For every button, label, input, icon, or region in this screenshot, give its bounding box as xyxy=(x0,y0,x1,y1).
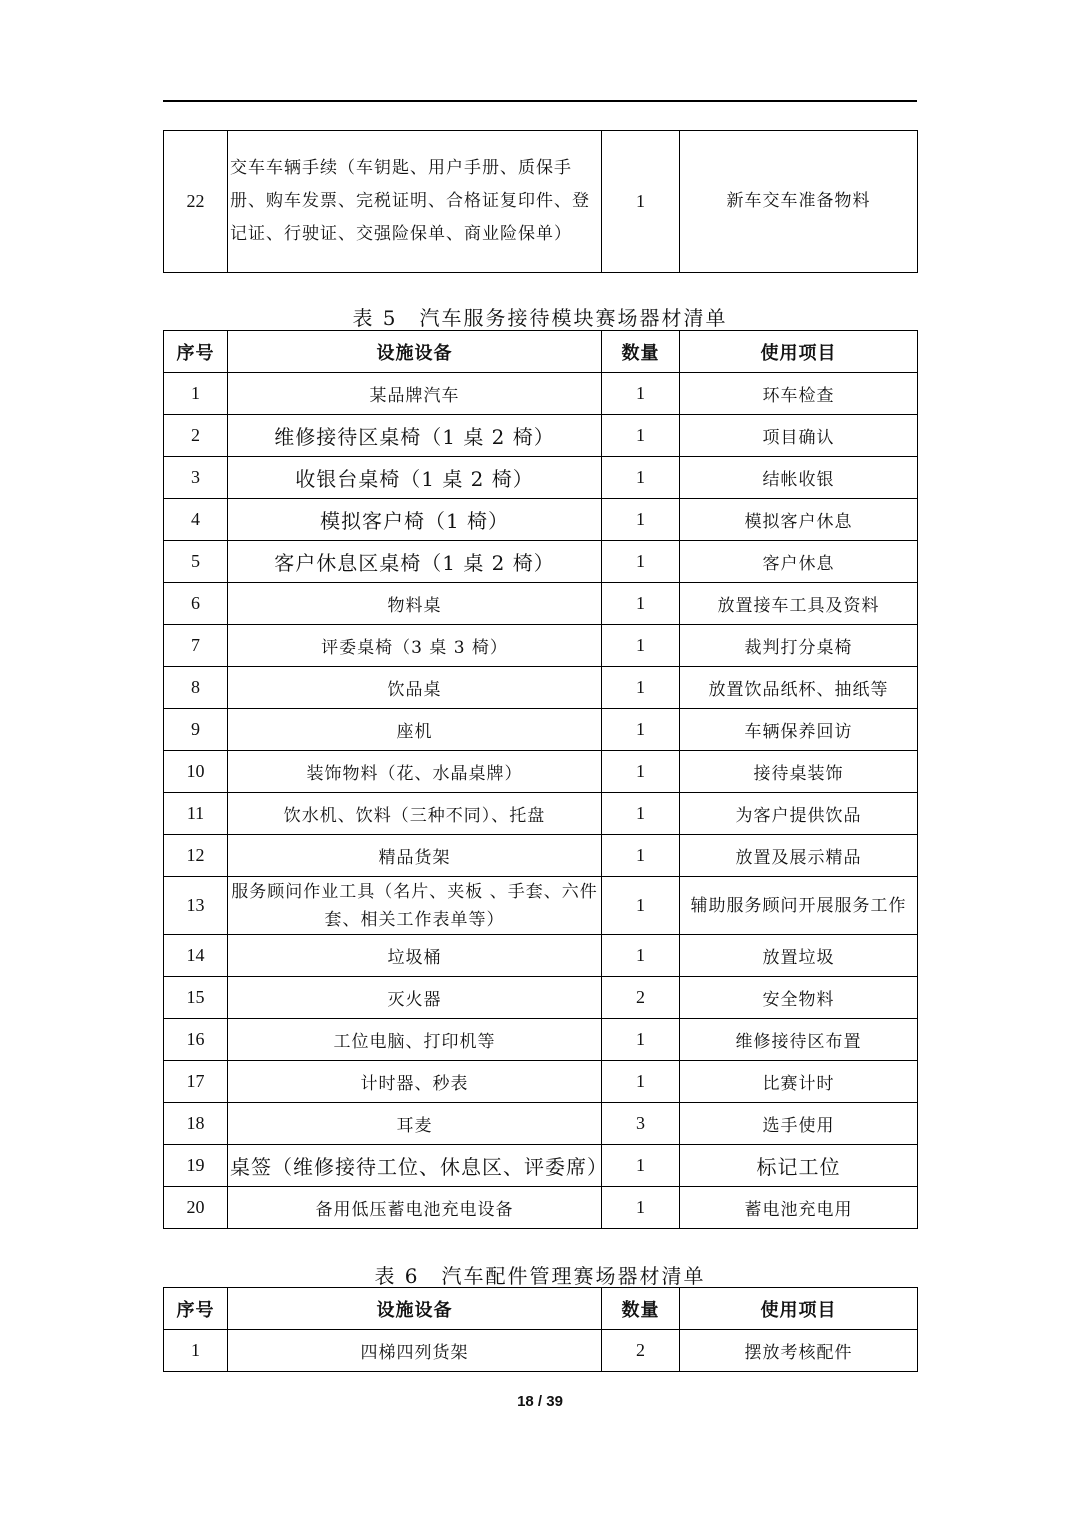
table-row xyxy=(164,1145,918,1187)
use-cell: 放置及展示精品 xyxy=(680,835,918,877)
table5 xyxy=(163,330,918,1229)
quantity-cell: 1 xyxy=(602,793,680,835)
quantity-cell: 1 xyxy=(602,1019,680,1061)
use-cell: 蓄电池充电用 xyxy=(680,1187,918,1229)
table-row xyxy=(164,373,918,415)
table-row xyxy=(164,499,918,541)
use-cell: 客户休息 xyxy=(680,541,918,583)
row-number: 11 xyxy=(164,793,228,835)
use-cell: 标记工位 xyxy=(680,1145,918,1187)
header-equipment: 设施设备 xyxy=(228,1288,602,1330)
use-cell: 摆放考核配件 xyxy=(680,1330,918,1372)
use-cell: 接待桌装饰 xyxy=(680,751,918,793)
header-use: 使用项目 xyxy=(680,1288,918,1330)
table6-caption: 表 6 汽车配件管理赛场器材清单 xyxy=(374,1264,706,1288)
use-cell: 为客户提供饮品 xyxy=(680,793,918,835)
use-cell: 车辆保养回访 xyxy=(680,709,918,751)
equipment-cell: 服务顾问作业工具（名片、夹板 、手套、六件套、相关工作表单等） xyxy=(228,877,602,935)
table-row xyxy=(164,935,918,977)
quantity-cell: 1 xyxy=(602,1145,680,1187)
equipment-cell: 精品货架 xyxy=(228,835,602,877)
row-number: 3 xyxy=(164,457,228,499)
row-number: 4 xyxy=(164,499,228,541)
row-number: 13 xyxy=(164,877,228,935)
use-cell: 维修接待区布置 xyxy=(680,1019,918,1061)
quantity-cell: 1 xyxy=(602,583,680,625)
equipment-cell: 备用低压蓄电池充电设备 xyxy=(228,1187,602,1229)
row-number: 16 xyxy=(164,1019,228,1061)
table-row xyxy=(164,667,918,709)
header-rule xyxy=(163,100,917,102)
table6 xyxy=(163,1287,918,1372)
table5-caption: 表 5 汽车服务接待模块赛场器材清单 xyxy=(352,306,728,330)
use-cell: 环车检查 xyxy=(680,373,918,415)
equipment-cell: 耳麦 xyxy=(228,1103,602,1145)
quantity-cell: 3 xyxy=(602,1103,680,1145)
use-cell: 比赛计时 xyxy=(680,1061,918,1103)
use-cell: 放置垃圾 xyxy=(680,935,918,977)
header-qty: 数量 xyxy=(602,1288,680,1330)
equipment-cell: 计时器、秒表 xyxy=(228,1061,602,1103)
table-row xyxy=(164,583,918,625)
table-row xyxy=(164,835,918,877)
table-row xyxy=(164,877,918,935)
equipment-cell: 某品牌汽车 xyxy=(228,373,602,415)
quantity-cell: 1 xyxy=(602,751,680,793)
table-row xyxy=(164,541,918,583)
use-cell: 辅助服务顾问开展服务工作 xyxy=(680,877,918,935)
row-number: 9 xyxy=(164,709,228,751)
use-cell: 模拟客户休息 xyxy=(680,499,918,541)
use-cell: 裁判打分桌椅 xyxy=(680,625,918,667)
equipment-cell: 模拟客户椅（1 椅） xyxy=(228,499,602,541)
row-number: 20 xyxy=(164,1187,228,1229)
equipment-cell: 物料桌 xyxy=(228,583,602,625)
equipment-cell: 装饰物料（花、水晶桌牌） xyxy=(228,751,602,793)
row-number: 5 xyxy=(164,541,228,583)
quantity-cell: 1 xyxy=(602,1187,680,1229)
quantity-cell: 1 xyxy=(602,667,680,709)
use-cell: 放置接车工具及资料 xyxy=(680,583,918,625)
header-use: 使用项目 xyxy=(680,331,918,373)
quantity-cell: 1 xyxy=(602,709,680,751)
row-number: 17 xyxy=(164,1061,228,1103)
table-header-row xyxy=(164,331,918,373)
page-number: 18 / 39 xyxy=(517,1393,563,1410)
equipment-cell: 工位电脑、打印机等 xyxy=(228,1019,602,1061)
row-number: 6 xyxy=(164,583,228,625)
row-number: 1 xyxy=(164,373,228,415)
row-number: 15 xyxy=(164,977,228,1019)
equipment-cell: 饮品桌 xyxy=(228,667,602,709)
quantity-cell: 1 xyxy=(602,131,680,273)
use-cell: 项目确认 xyxy=(680,415,918,457)
quantity-cell: 1 xyxy=(602,625,680,667)
table-continued xyxy=(163,130,918,273)
quantity-cell: 1 xyxy=(602,541,680,583)
row-number: 14 xyxy=(164,935,228,977)
row-number: 1 xyxy=(164,1330,228,1372)
quantity-cell: 1 xyxy=(602,457,680,499)
quantity-cell: 1 xyxy=(602,877,680,935)
equipment-cell: 垃圾桶 xyxy=(228,935,602,977)
use-cell: 安全物料 xyxy=(680,977,918,1019)
table-row xyxy=(164,1330,918,1372)
use-cell: 新车交车准备物料 xyxy=(680,131,918,273)
header-qty: 数量 xyxy=(602,331,680,373)
quantity-cell: 1 xyxy=(602,373,680,415)
row-number: 12 xyxy=(164,835,228,877)
table-row xyxy=(164,131,918,273)
quantity-cell: 1 xyxy=(602,835,680,877)
table-row xyxy=(164,1019,918,1061)
row-number: 2 xyxy=(164,415,228,457)
header-no: 序号 xyxy=(164,1288,228,1330)
table-row xyxy=(164,1103,918,1145)
quantity-cell: 1 xyxy=(602,499,680,541)
row-number: 19 xyxy=(164,1145,228,1187)
row-number: 10 xyxy=(164,751,228,793)
use-cell: 放置饮品纸杯、抽纸等 xyxy=(680,667,918,709)
row-number: 7 xyxy=(164,625,228,667)
equipment-cell: 客户休息区桌椅（1 桌 2 椅） xyxy=(228,541,602,583)
table-row xyxy=(164,625,918,667)
row-number: 18 xyxy=(164,1103,228,1145)
equipment-cell: 座机 xyxy=(228,709,602,751)
equipment-cell: 维修接待区桌椅（1 桌 2 椅） xyxy=(228,415,602,457)
equipment-cell: 灭火器 xyxy=(228,977,602,1019)
quantity-cell: 1 xyxy=(602,935,680,977)
header-equipment: 设施设备 xyxy=(228,331,602,373)
header-no: 序号 xyxy=(164,331,228,373)
table-row xyxy=(164,977,918,1019)
quantity-cell: 1 xyxy=(602,1061,680,1103)
quantity-cell: 2 xyxy=(602,977,680,1019)
equipment-cell: 饮水机、饮料（三种不同）、托盘 xyxy=(228,793,602,835)
use-cell: 结帐收银 xyxy=(680,457,918,499)
row-number: 22 xyxy=(164,131,228,273)
table-row xyxy=(164,751,918,793)
table-row xyxy=(164,709,918,751)
table-row xyxy=(164,1061,918,1103)
equipment-cell: 桌签（维修接待工位、休息区、评委席） xyxy=(228,1145,602,1187)
quantity-cell: 2 xyxy=(602,1330,680,1372)
use-cell: 选手使用 xyxy=(680,1103,918,1145)
table-row xyxy=(164,415,918,457)
equipment-cell: 交车车辆手续（车钥匙、用户手册、质保手册、购车发票、完税证明、合格证复印件、登记证、行驶证、交强险保单、商业险保单） xyxy=(228,131,602,273)
table-row xyxy=(164,457,918,499)
equipment-cell: 评委桌椅（3 桌 3 椅） xyxy=(228,625,602,667)
table-row xyxy=(164,1187,918,1229)
table-row xyxy=(164,793,918,835)
quantity-cell: 1 xyxy=(602,415,680,457)
row-number: 8 xyxy=(164,667,228,709)
table-header-row xyxy=(164,1288,918,1330)
equipment-cell: 四梯四列货架 xyxy=(228,1330,602,1372)
equipment-cell: 收银台桌椅（1 桌 2 椅） xyxy=(228,457,602,499)
